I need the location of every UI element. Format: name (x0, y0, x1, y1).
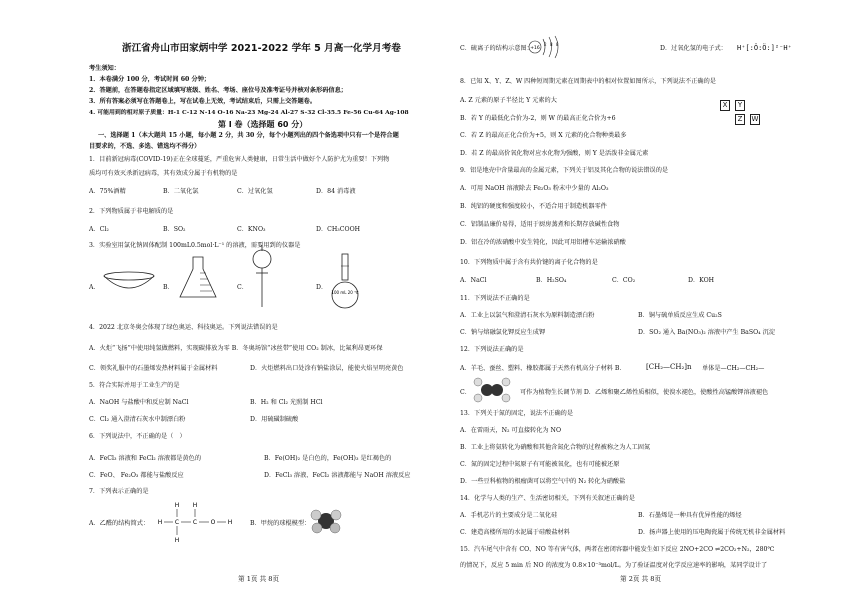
q13-stem: 13．下列关于氮的固定，说法不正确的是 (460, 410, 574, 417)
q8-option-c: C．若 Z 的最高正化合价为+5，则 X 元素的化合物种类最多 (460, 132, 627, 139)
q6-option-c: C．FeO、 Fe₂O₃ 都能与盐酸反应 (89, 472, 184, 479)
q2-stem: 2．下列物质属于非电解质的是 (89, 208, 174, 215)
q9-option-c: C．铝制品廉价易得，适用于厨房蒸煮和长期存放碱性食物 (460, 221, 620, 228)
q1-option-a: A．75%酒精 (89, 188, 126, 195)
q12-option-c-tail: 可作为植物生长调节剂 D．乙烯和聚乙烯性质相似，使溴水褪色，使酸性高锰酸钾溶液褪色 (520, 389, 769, 396)
q6-stem: 6．下列说法中，不正确的是（ ） (89, 433, 186, 440)
q10-option-a: A．NaCl (460, 277, 487, 284)
atom-h: H (174, 537, 180, 544)
evaporating-dish-icon (102, 270, 157, 298)
q6-option-d: D．FeCl₃ 溶液、FeCl₂ 溶液都能与 NaOH 溶液反应 (264, 472, 411, 479)
q5-option-a: A．NaOH 与盐酸中和反应制 NaCl (89, 399, 189, 406)
q5-stem: 5．符合实际并用于工业生产的是 (89, 382, 180, 389)
methane-ball-stick-model-icon (310, 508, 342, 534)
q9-stem: 9．铝是地壳中含量最高的金属元素，下列关于铝及其化合物的说法错误的是 (460, 167, 669, 174)
q12-option-c: C． (460, 389, 471, 396)
polyethylene-formula: [CH₂—CH₂]n (646, 363, 692, 371)
q1-option-c: C．过氧化氢 (237, 188, 273, 195)
q7-option-d: D．过氧化氢的电子式： (660, 45, 727, 52)
q15-stem: 15．汽车尾气中含有 CO、NO 等有害气体，两者在密闭容器中能发生如下反应 2NO+2CO ⇌2CO₂+N₂，280℃ (460, 546, 775, 553)
q10-option-d: D．KOH (688, 277, 715, 284)
volumetric-flask-label: 100 mL 20 ℃ (331, 290, 359, 295)
q10-stem: 10．下列物质中属于含有共价键的离子化合物的是 (460, 259, 598, 266)
page-footer: 第 1页 共 8页 (238, 575, 280, 583)
ethylene-model-icon (472, 377, 512, 403)
notice-heading: 考生须知： (89, 65, 120, 72)
atom-c: C (174, 519, 180, 526)
q8-option-b: B．若 Y 的最低化合价为-2，则 W 的最高正化合价为+6 (460, 115, 616, 122)
atom-o: O (210, 519, 216, 526)
q13-option-a: A．在雷雨天，N₂ 可直接转化为 NO (460, 427, 562, 434)
q15-stem-b: 的情况下，反应 5 min 后 NO 的浓度为 0.8×10⁻³mol/L。为了验证温度对化学反应速率的影响，某同学设计了 (460, 562, 768, 569)
shell-electrons: 8 (556, 42, 559, 47)
q2-option-a: A．Cl₂ (89, 226, 109, 233)
q8-option-a: A. Z 元素的原子半径比 Y 元素的大 (460, 97, 557, 104)
q7-option-a: A．乙醛的结构简式： (89, 520, 150, 527)
notice-3: 3．所有答案必须写在答题卷上，写在试卷上无效，考试结束后，只需上交答题卷。 (89, 98, 317, 105)
q14-option-a: A．手机芯片的主要成分是二氧化硅 (460, 512, 558, 519)
part1-instruction-b: 目要求的，不选、多选、错选均不得分） (89, 143, 201, 150)
sulfide-ion-diagram (528, 36, 562, 58)
q11-option-c: C．钠与熔融氯化钾反应生成钾 (460, 329, 546, 336)
q3-stem: 3．实验室用氯化钠固体配制 100mL0.5mol·L⁻¹ 的溶液，需要用到的仪器是 (89, 242, 301, 249)
q14-stem: 14．化学与人类的生产、生活密切相关，下列有关叙述正确的是 (460, 495, 635, 502)
page-footer: 第 2页 共 8页 (620, 575, 662, 583)
page-2 (430, 0, 860, 608)
q5-option-c: C．Cl₂ 通入澄清石灰水中制漂白粉 (89, 416, 186, 423)
nucleus-charge: +16 (530, 46, 540, 51)
grid-cell-w: W (751, 115, 759, 123)
atom-h: H (227, 519, 233, 526)
q12-option-b-tail: 单体是—CH₂—CH₂— (702, 365, 765, 372)
q2-option-b: B．SO₂ (163, 226, 186, 233)
part1-instruction-a: 一、选择题 1（本大题共 15 小题，每小题 2 分，共 30 分，每个小题列出的四个备选项中只有一个是符合题 (98, 132, 399, 139)
q9-option-b: B．纯铝的硬度和强度较小，不适合用于制造机器零件 (460, 203, 607, 210)
exam-title: 浙江省舟山市田家炳中学 2021-2022 学年 5 月高一化学月考卷 (122, 43, 401, 54)
q3-option-b: B． (163, 284, 174, 291)
atom-c: C (192, 519, 198, 526)
volumetric-flask-icon (330, 252, 360, 310)
q1-option-d: D．84 消毒液 (316, 188, 356, 195)
q2-option-d: D．CH₃COOH (316, 226, 361, 233)
q10-option-b: B．H₂SO₄ (536, 277, 567, 284)
q12-option-ab: A．羊毛、蚕丝、塑料、橡胶都属于天然有机高分子材料 B． (460, 365, 626, 372)
q4-option-d: D．火炬燃料出口处涂有钠盐涂层，能使火焰呈明亮黄色 (250, 365, 404, 372)
q1-option-b: B．二氧化氯 (163, 188, 199, 195)
separatory-funnel-icon (250, 245, 274, 310)
atom-h: H (174, 502, 180, 509)
atom-h: H (192, 502, 198, 509)
peroxide-electron-formula: H⁺[:Ö:Ö:]²⁻H⁺ (737, 44, 792, 52)
q9-option-a: A．可用 NaOH 溶液除去 Fe₂O₃ 粉末中少量的 Al₂O₃ (460, 185, 609, 192)
q9-option-d: D．铝在冷的浓硝酸中发生钝化，因此可用铝槽车运输浓硝酸 (460, 239, 626, 246)
erlenmeyer-flask-icon (178, 255, 218, 300)
q4-option-ab: A．火炬“飞扬”中使用纯氢做燃料，实现碳排放为零 B．冬奥场馆“冰丝带”使用 CO₂ 制冰，比氟利昂更环保 (89, 345, 383, 352)
q11-option-a: A．工业上以氯气和澄清石灰水为原料制造漂白粉 (460, 312, 595, 319)
q7-option-b: B．甲烷的球棍模型： (250, 520, 311, 527)
grid-cell-z: Z (735, 114, 745, 125)
q2-option-c: C．KNO₃ (237, 226, 266, 233)
q6-option-b: B．Fe(OH)₂ 是白色的，Fe(OH)₃ 是红褐色的 (264, 455, 392, 462)
shell-electrons: 2 (544, 42, 547, 47)
q1-stem: 1．目前新冠病毒(COVID-19)正在全球蔓延，严重危害人类健康，日常生活中做好个人防护尤为重要！下列物 (89, 156, 390, 163)
notice-2: 2．答题前，在答题卷指定区域填写班级、姓名、考场、座位号及准考证号并核对条形码信息； (89, 87, 347, 94)
q4-stem: 4．2022 北京冬奥会体现了绿色奥运、科技奥运。下列说法错误的是 (89, 324, 278, 331)
q5-option-d: D．用硫磺制硫酸 (250, 416, 299, 423)
acetaldehyde-structure (155, 500, 235, 545)
q3-option-d: D． (316, 284, 328, 291)
q10-option-c: C．CO₂ (612, 277, 636, 284)
q12-stem: 12．下列说法正确的是 (460, 346, 524, 353)
q3-option-a: A． (89, 284, 100, 291)
q3-option-c: C． (237, 284, 248, 291)
section-title: 第 I 卷（选择题 60 分） (218, 120, 308, 129)
q7-stem: 7．下列表示正确的是 (89, 488, 149, 495)
q7-option-c: C．硫离子的结构示意图： (460, 45, 533, 52)
grid-cell-y: Y (735, 100, 745, 111)
notice-1: 1．本卷满分 100 分，考试时间 60 分钟； (89, 76, 211, 83)
q11-stem: 11．下列说法不正确的是 (460, 295, 530, 302)
grid-cell-x: X (720, 100, 730, 111)
q11-option-d: D．SO₂ 通入 Ba(NO₃)₂ 溶液中产生 BaSO₄ 沉淀 (638, 329, 776, 336)
notice-4: 4. 可能用到的相对原子质量：H-1 C-12 N-14 O-16 Na-23 Mg-24 Al-27 S-32 Cl-35.5 Fe-56 Cu-64 Ag-108 (89, 109, 409, 116)
q8-option-d: D．若 Z 的最高价氧化物对应水化物为强酸，则 Y 是活泼非金属元素 (460, 150, 649, 157)
q14-option-b: B．石墨烯是一种具有优异性能的烯烃 (638, 512, 742, 519)
shell-electrons: 8 (550, 42, 553, 47)
q13-option-b: B．工业上将氨转化为硝酸和其他含氮化合物的过程被称之为人工固氮 (460, 444, 651, 451)
q1-stem-b: 质均可有效灭杀新冠病毒，其有效成分属于有机物的是 (89, 170, 238, 177)
q11-option-b: B．铜与硫单质反应生成 Cu₂S (638, 312, 722, 319)
atom-h: H (157, 519, 163, 526)
q14-option-d: D．扬声器上使用的压电陶瓷属于传统无机非金属材料 (638, 529, 786, 536)
q6-option-a: A．FeCl₃ 溶液和 FeCl₂ 溶液都是黄色的 (89, 455, 202, 462)
q8-stem: 8．已知 X、Y、Z、W 四种短周期元素在周期表中的相对位置如图所示，下列说法不正确的是 (460, 78, 716, 85)
q14-option-c: C．建造高楼所用的水泥属于硅酸盐材料 (460, 529, 570, 536)
q13-option-d: D．一些豆科植物的根瘤菌可以将空气中的 N₂ 转化为硝酸盐 (460, 478, 626, 485)
q4-option-c: C．领奖礼服中的石墨烯发热材料属于金属材料 (89, 365, 218, 372)
q5-option-b: B．H₂ 和 Cl₂ 光照制 HCl (250, 399, 323, 406)
q13-option-c: C．氮的固定过程中氮原子有可能被氧化，也有可能被还原 (460, 461, 620, 468)
